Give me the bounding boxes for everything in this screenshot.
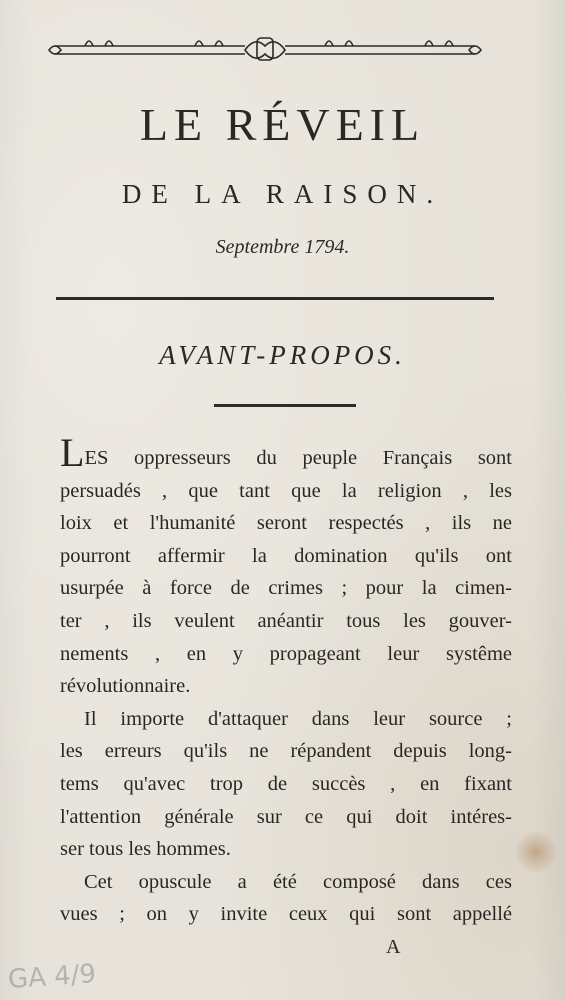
text-line: loix et l'humanité seront respectés , ils ne xyxy=(60,512,512,535)
headpiece-ornament xyxy=(45,28,485,72)
text-line: Il importe d'attaquer dans leur source ; xyxy=(84,707,512,730)
text-line: vues ; on y invite ceux qui sont appellé xyxy=(60,903,512,926)
heading-divider xyxy=(214,404,356,407)
text-line: usurpée à force de crimes ; pour la cimen- xyxy=(60,577,512,600)
text-line: ser tous les hommes. xyxy=(60,838,231,861)
text-line xyxy=(60,430,512,475)
text-line-content: ES oppresseurs du peuple Français sont xyxy=(84,447,512,469)
library-stamp: GA 4/9 xyxy=(7,958,97,996)
body-paragraphs xyxy=(60,430,512,931)
title-divider xyxy=(56,297,494,300)
drop-cap: L xyxy=(60,430,85,475)
publication-title: LE RÉVEIL xyxy=(139,99,426,150)
signature-mark: A xyxy=(386,936,401,958)
text-line: les erreurs qu'ils ne répandent depuis long- xyxy=(60,740,512,763)
paper-stain xyxy=(512,832,560,872)
text-line: l'attention générale sur ce qui doit intéres- xyxy=(60,805,512,828)
text-line: nements , en y propageant leur systême xyxy=(60,642,512,665)
publication-date: Septembre 1794. xyxy=(215,236,350,258)
text-line: persuadés , que tant que la religion , les xyxy=(60,479,512,502)
section-heading: AVANT-PROPOS. xyxy=(159,340,406,370)
text-line: pourront affermir la domination qu'ils ont xyxy=(60,544,512,567)
text-line: tems qu'avec trop de succès , en fixant xyxy=(60,772,512,795)
text-line: révolutionnaire. xyxy=(60,675,191,698)
text-line: ter , ils veulent anéantir tous les gouver- xyxy=(60,609,512,632)
text-line: Cet opuscule a été composé dans ces xyxy=(84,870,512,893)
publication-subtitle: DE LA RAISON. xyxy=(121,179,444,209)
